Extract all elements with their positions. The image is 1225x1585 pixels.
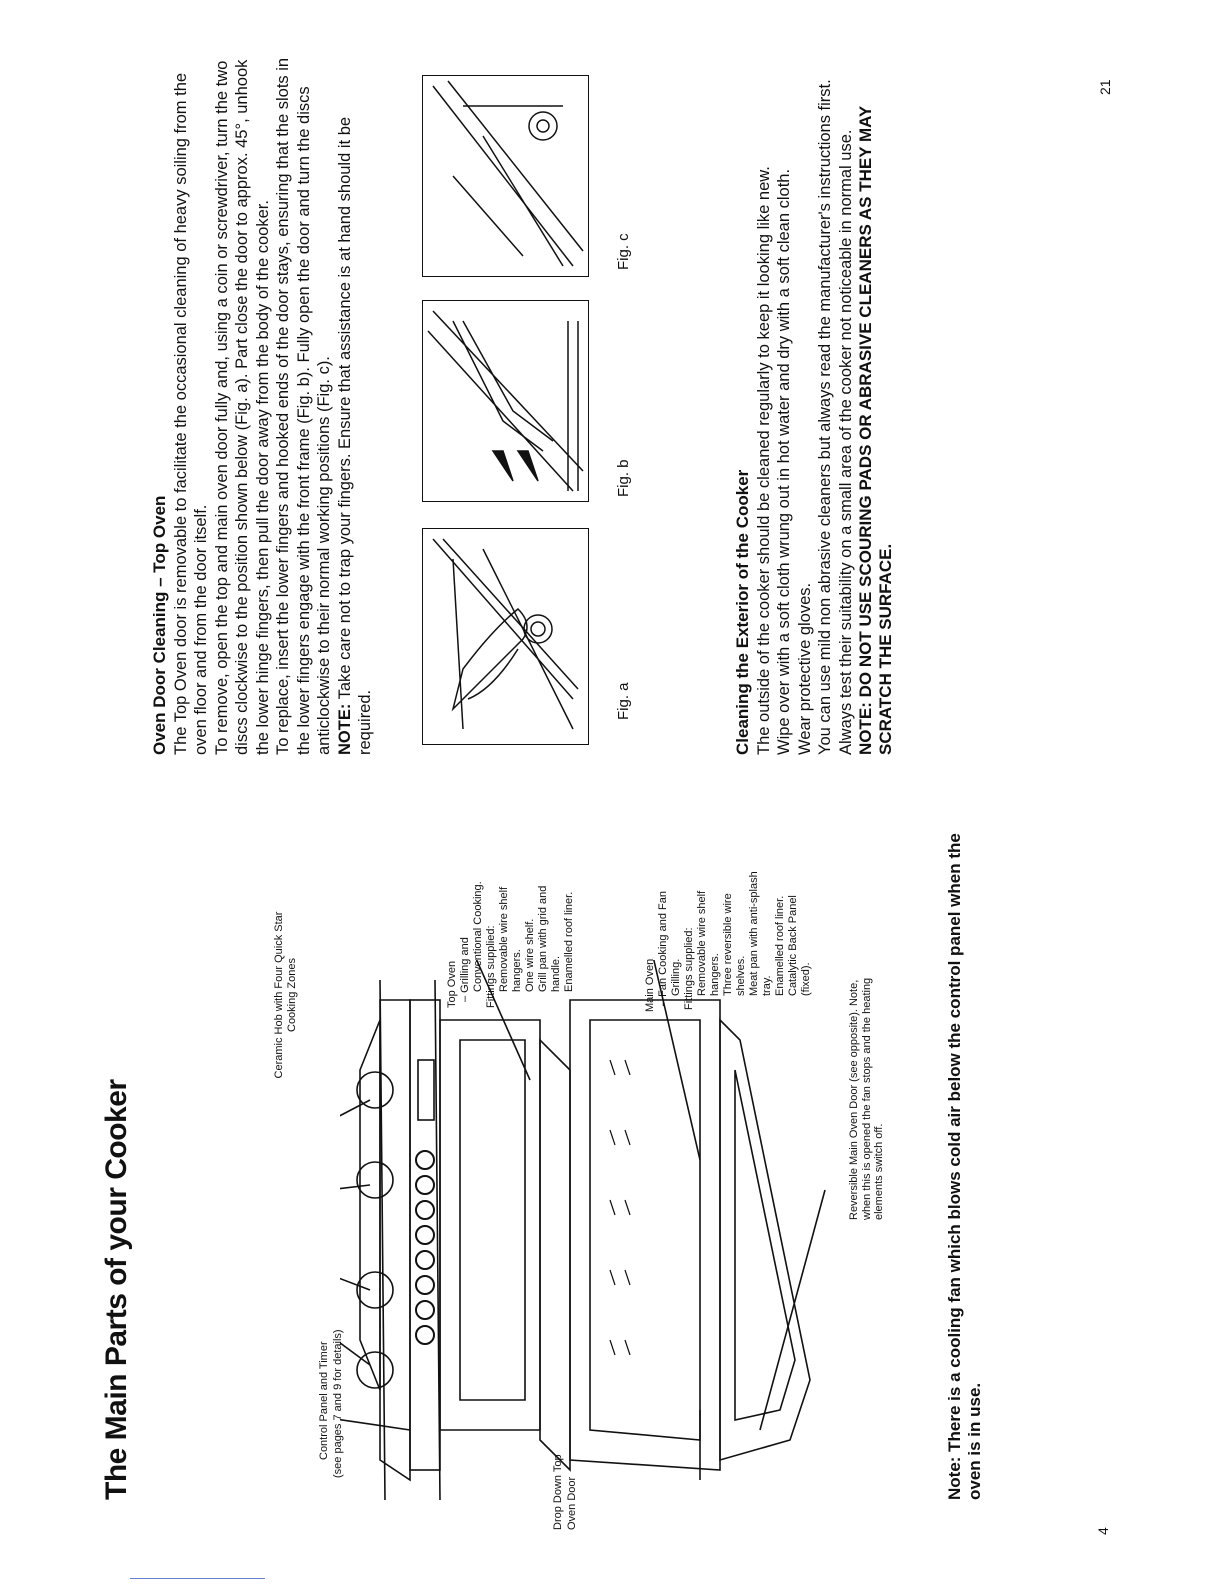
figure-b	[422, 300, 589, 502]
oven-door-cleaning-section	[150, 55, 376, 755]
top-oven-line: One wire shelf.	[524, 918, 536, 992]
note-text: Take care not to trap your fingers. Ensure that assistance is at hand should it be required.	[335, 116, 374, 755]
paragraph: Wipe over with a soft cloth wrung out in hot water and dry with a soft clean cloth.	[775, 168, 793, 755]
figure-c	[422, 75, 589, 277]
page-number-right: 21	[1097, 79, 1113, 95]
section-heading-exterior: Cleaning the Exterior of the Cooker	[733, 469, 752, 755]
figure-b-label: Fig. b	[615, 459, 632, 497]
main-oven-line: Removable wire shelf	[696, 890, 708, 996]
top-oven-line: Conventional Cooking.	[472, 881, 484, 992]
top-oven-line: – Grilling and	[459, 937, 471, 1002]
drop-down-door-sublabel: Oven Door	[566, 1476, 578, 1530]
figure-b-drawing	[423, 301, 588, 501]
safety-note	[335, 55, 376, 755]
top-oven-line: handle.	[550, 955, 562, 992]
page-title: The Main Parts of your Cooker	[100, 1079, 133, 1500]
figure-a-drawing	[423, 529, 588, 744]
main-oven-line: Main Oven	[644, 958, 656, 1012]
paragraph: Wear protective gloves.	[795, 582, 814, 755]
control-panel-sublabel: (see pages 7 and 9 for details)	[332, 1329, 344, 1478]
control-panel-label: Control Panel and Timer	[318, 1341, 330, 1460]
cooling-fan-note: Note: There is a cooling fan which blows cold air below the control panel when the oven is in use.	[945, 833, 984, 1500]
divider	[130, 1578, 265, 1579]
paragraph: You can use mild non abrasive cleaners but always read the manufacturer's instructions first. Always test their suitability on a small area of the cooker not noticeable in normal use.	[816, 79, 855, 755]
paragraph: To replace, insert the lower fingers and hooked ends of the door stays, ensuring that the slots in the lower fingers engage with the front frame (Fig. b). Fully open the door and turn the discs anticlockwise to their normal working positions (Fig. c).	[274, 57, 333, 755]
figure-a	[422, 528, 589, 745]
main-oven-line: Meat pan with anti-splash	[748, 871, 760, 996]
figure-c-label: Fig. c	[615, 233, 632, 270]
main-oven-line: – Fan Cooking and Fan	[657, 891, 669, 1006]
drop-down-door-label: Drop Down Top	[552, 1454, 564, 1530]
main-oven-line: Catalytic Back Panel	[787, 895, 799, 996]
paragraph: To remove, open the top and main oven door fully and, using a coin or screwdriver, turn the two discs clockwise to the position shown below (Fig. a). Part close the door to approx. 45°, unhook the lower hinge fingers, then pull the door away from the body of the cooker.	[212, 59, 272, 755]
hob-label: Ceramic Hob with Four Quick Star Cooking Zones	[273, 911, 298, 1079]
main-oven-line: shelves.	[735, 955, 747, 996]
main-oven-line: Grilling.	[670, 958, 682, 996]
figure-a-label: Fig. a	[615, 682, 632, 720]
section-heading-oven-door: Oven Door Cleaning – Top Oven	[150, 495, 169, 755]
main-oven-line: Three reversible wire	[722, 893, 734, 996]
reversible-door-label: Reversible Main Oven Door (see opposite). Note, when this is opened the fan stops and the heating elements switch off.	[848, 977, 885, 1220]
note-label: NOTE:	[335, 703, 354, 755]
main-oven-line: hangers.	[709, 953, 721, 996]
warning-note: NOTE: DO NOT USE SCOURING PADS OR ABRASIVE CLEANERS AS THEY MAY SCRATCH THE SURFACE.	[856, 106, 895, 755]
exterior-cleaning-section	[733, 55, 896, 755]
paragraph: The outside of the cooker should be cleaned regularly to keep it looking like new.	[754, 166, 773, 755]
top-oven-line: Removable wire shelf	[498, 886, 510, 992]
top-oven-line: hangers.	[511, 949, 523, 992]
page-number-left: 4	[1095, 1527, 1111, 1535]
top-oven-line: Grill pan with grid and	[537, 885, 549, 992]
main-oven-line: (fixed).	[800, 962, 812, 996]
main-oven-line: Fittings supplied:	[683, 927, 695, 1010]
cooker-illustration	[340, 960, 860, 1520]
top-oven-line: Enamelled roof liner.	[563, 891, 575, 992]
main-oven-line: tray.	[761, 975, 773, 996]
main-oven-line: Enamelled roof liner.	[774, 895, 786, 996]
paragraph: The Top Oven door is removable to facilitate the occasional cleaning of heavy soiling from the oven floor and from the door itself.	[171, 72, 210, 755]
top-oven-line: Fittings supplied:	[485, 925, 497, 1008]
figure-c-drawing	[423, 76, 588, 276]
top-oven-line: Top Oven	[446, 960, 458, 1008]
